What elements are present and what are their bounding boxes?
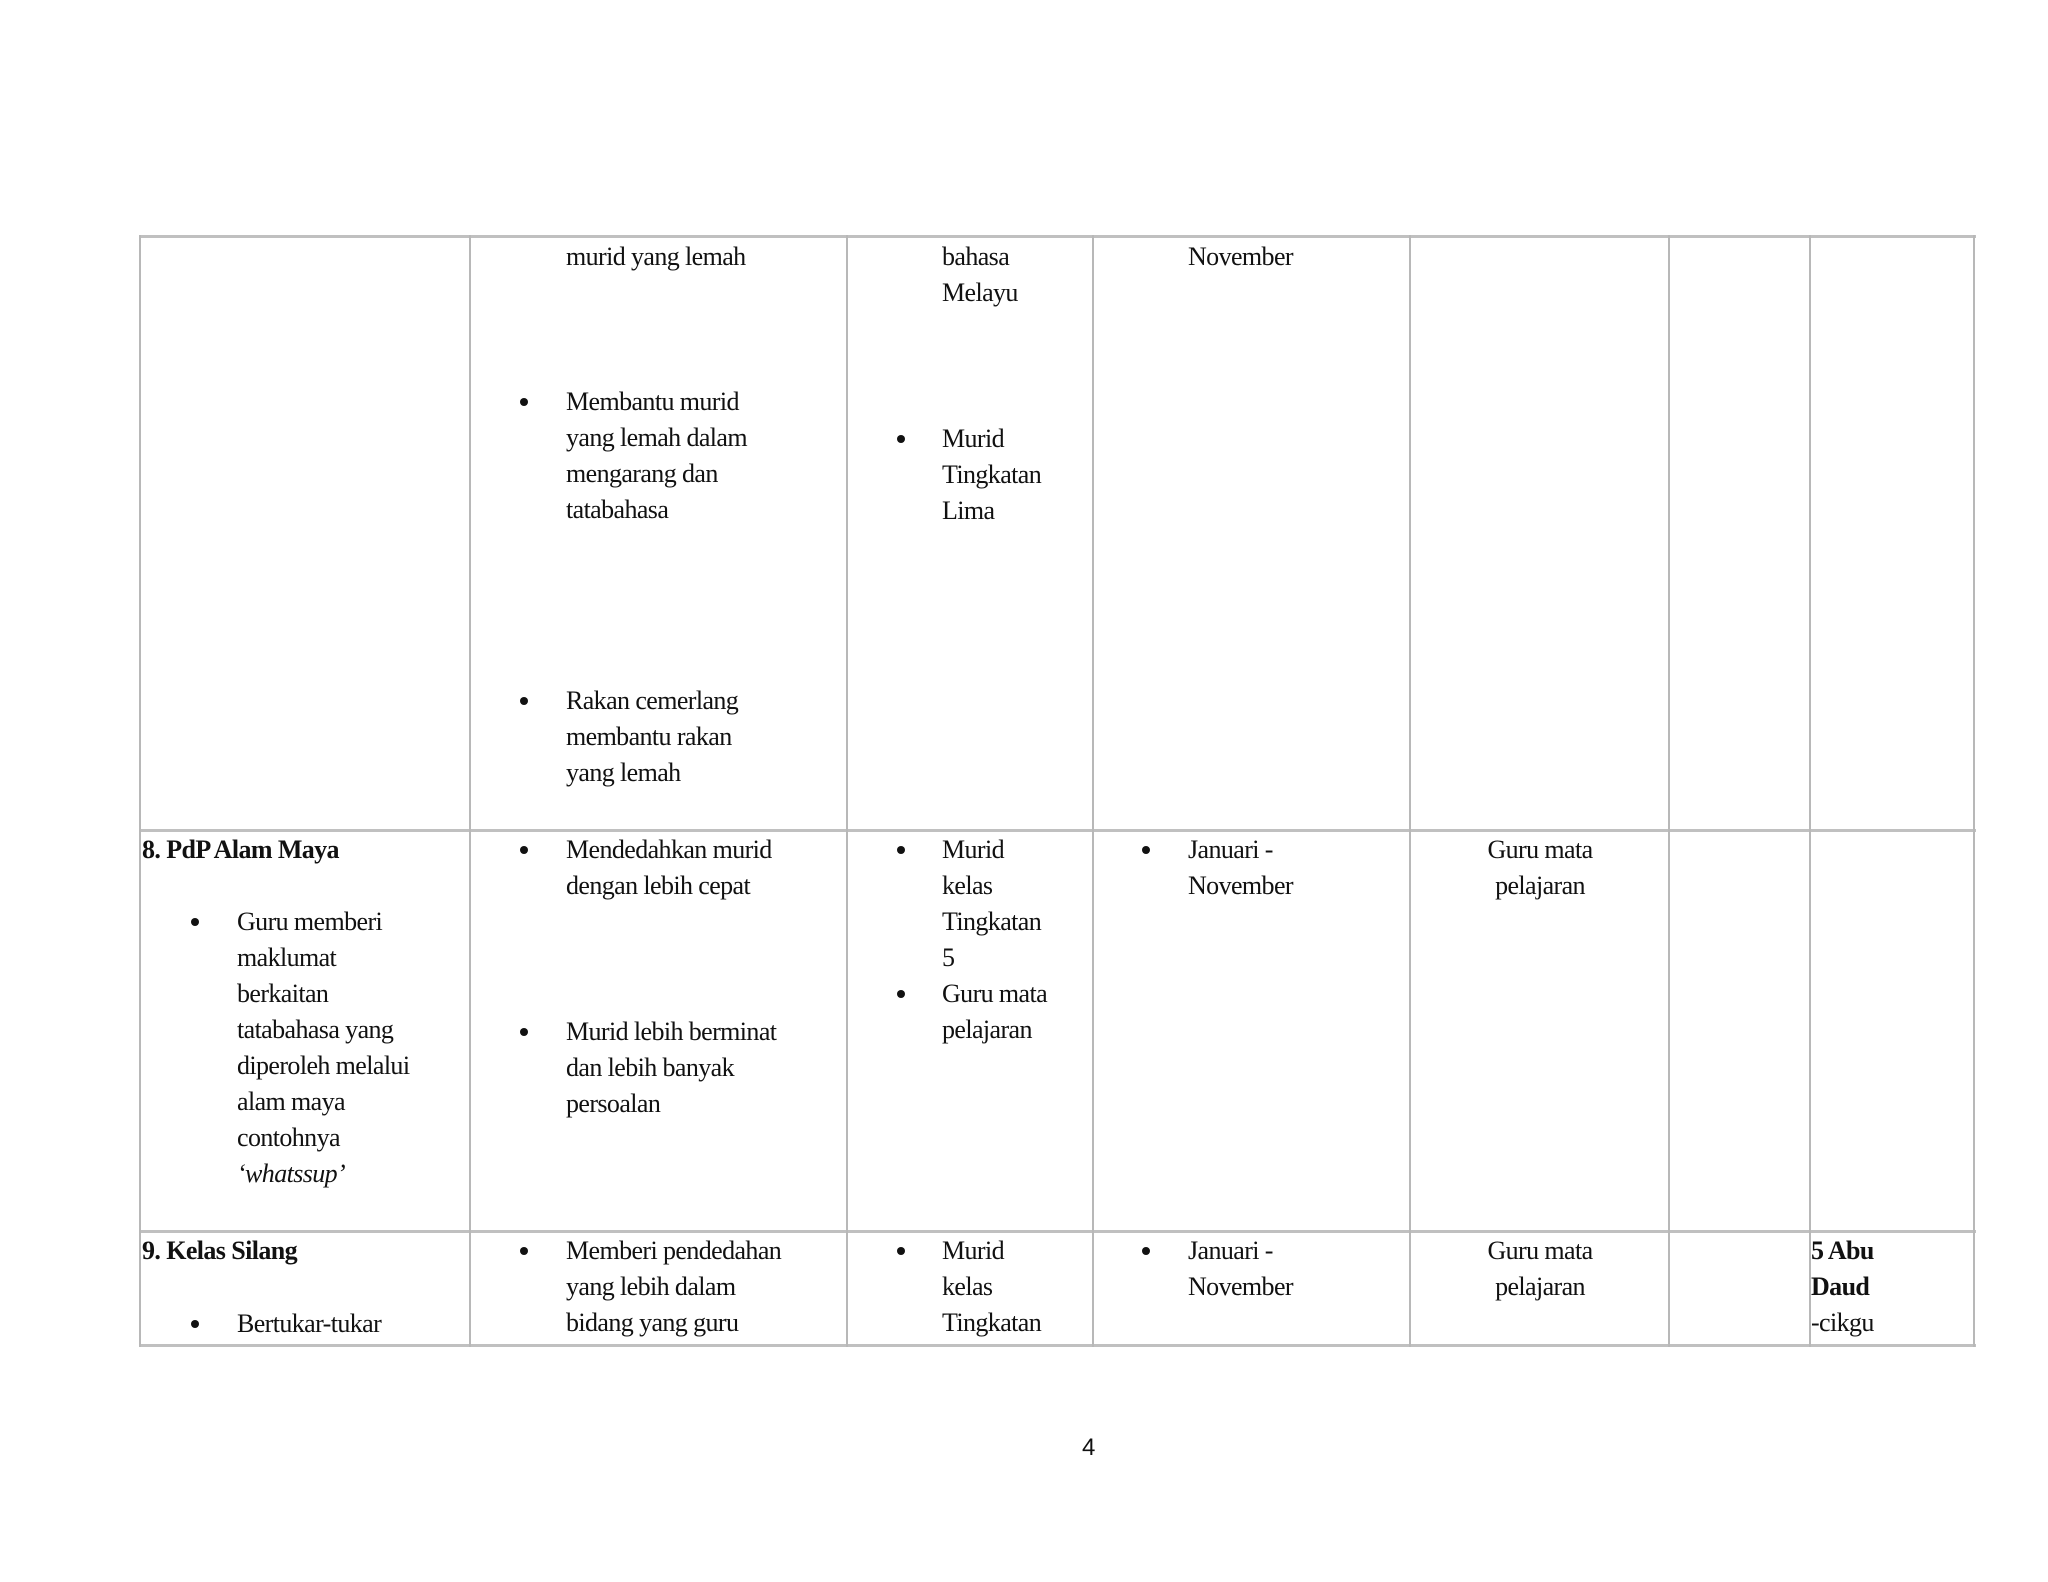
cell-text: Guru mata pelajaran bbox=[942, 979, 1048, 1044]
cell-text-italic: ‘whatssup’ bbox=[237, 1159, 346, 1188]
page-number: 4 bbox=[1082, 1434, 1096, 1461]
bullet-icon bbox=[191, 1320, 199, 1328]
column-divider bbox=[1809, 235, 1811, 1347]
cell-text: bahasa Melayu bbox=[942, 242, 1018, 307]
cell-text: Guru memberi maklumat berkaitan tatabahasa yang diperoleh melalui alam maya contohnya bbox=[237, 907, 410, 1152]
column-divider bbox=[469, 235, 471, 1347]
column-divider bbox=[139, 235, 141, 1347]
cell-text: Murid kelas Tingkatan bbox=[942, 1236, 1042, 1337]
table-border bbox=[139, 235, 1976, 238]
cell-text: Mendedahkan murid dengan lebih cepat bbox=[566, 835, 772, 900]
bullet-icon bbox=[897, 846, 905, 854]
cell-text: Guru mata pelajaran bbox=[1487, 1236, 1593, 1301]
cell-text: Murid Tingkatan Lima bbox=[942, 424, 1042, 525]
bullet-icon bbox=[897, 1247, 905, 1255]
bullet-icon bbox=[520, 1028, 528, 1036]
table-border bbox=[139, 1344, 1976, 1347]
bullet-icon bbox=[520, 1247, 528, 1255]
cell-text: Murid lebih berminat dan lebih banyak persoalan bbox=[566, 1017, 777, 1118]
bullet-icon bbox=[897, 435, 905, 443]
column-divider bbox=[846, 235, 848, 1347]
row-title: 8. PdP Alam Maya bbox=[142, 835, 339, 864]
cell-text-bold: 5 Abu Daud bbox=[1811, 1236, 1874, 1301]
column-divider bbox=[1668, 235, 1670, 1347]
bullet-icon bbox=[520, 398, 528, 406]
cell-text: Januari - November bbox=[1188, 835, 1293, 900]
cell-text: Guru mata pelajaran bbox=[1487, 835, 1593, 900]
row-title: 9. Kelas Silang bbox=[142, 1236, 297, 1265]
bullet-icon bbox=[1142, 1247, 1150, 1255]
cell-text: Januari - November bbox=[1188, 1236, 1293, 1301]
bullet-icon bbox=[1142, 846, 1150, 854]
bullet-icon bbox=[191, 918, 199, 926]
row-divider bbox=[139, 1230, 1976, 1233]
cell-text: murid yang lemah bbox=[566, 242, 746, 271]
cell-text: Membantu murid yang lemah dalam mengarang dan tatabahasa bbox=[566, 387, 747, 524]
cell-text: Memberi pendedahan yang lebih dalam bidang yang guru bbox=[566, 1236, 782, 1337]
bullet-icon bbox=[520, 846, 528, 854]
cell-text: November bbox=[1188, 242, 1293, 271]
column-divider bbox=[1973, 235, 1975, 1347]
cell-text: -cikgu bbox=[1811, 1308, 1874, 1337]
column-divider bbox=[1092, 235, 1094, 1347]
column-divider bbox=[1409, 235, 1411, 1347]
bullet-icon bbox=[897, 990, 905, 998]
row-divider bbox=[139, 829, 1976, 832]
cell-text: Rakan cemerlang membantu rakan yang lemah bbox=[566, 686, 739, 787]
cell-text: Bertukar-tukar bbox=[237, 1309, 382, 1338]
cell-text: Murid kelas Tingkatan 5 bbox=[942, 835, 1042, 972]
bullet-icon bbox=[520, 697, 528, 705]
